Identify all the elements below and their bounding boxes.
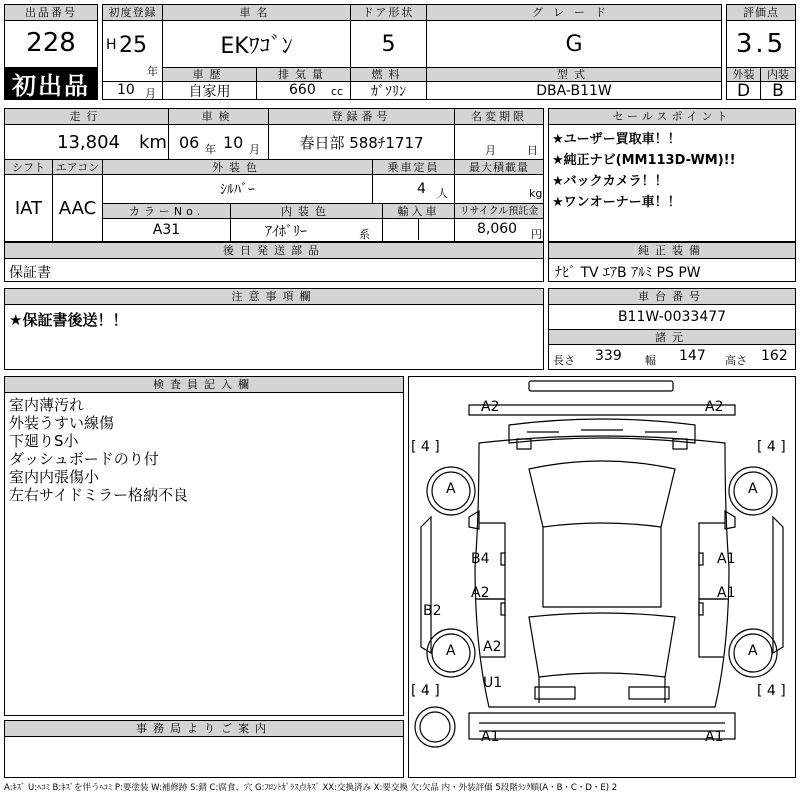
- dimensions: 長さ 339 幅 147 高さ 162: [553, 348, 788, 367]
- inspector-line: 室内薄汚れ: [9, 396, 85, 414]
- interior-color: ｱｲﾎﾞﾘｰ 系: [231, 219, 383, 241]
- first-registration: [103, 21, 163, 83]
- inspector-line: ダッシュボードのり付: [9, 450, 159, 468]
- width: 147: [679, 348, 706, 364]
- equipment-list: ﾅﾋﾞ TV ｴｱB ｱﾙﾐ PS PW: [555, 265, 701, 281]
- mark-door-fr: A1: [717, 551, 736, 567]
- sales-points-label: セールスポイント: [549, 109, 795, 125]
- later-parts: 保証書: [9, 265, 51, 281]
- notes-label: 注意事項欄: [5, 289, 543, 305]
- exterior-grade: D: [727, 82, 761, 99]
- registration-year: 25: [119, 33, 147, 58]
- mark-bumper-rr: A1: [705, 729, 724, 745]
- mark-front-right: A2: [705, 399, 724, 415]
- car-damage-diagram: [409, 377, 795, 777]
- mileage: 13,804 km: [5, 125, 169, 159]
- first-listing-badge: 初出品: [5, 67, 97, 99]
- air-conditioner: AAC: [53, 175, 103, 241]
- registration-month: 10 月: [103, 81, 163, 99]
- inspector-line: 左右サイドミラー格納不良: [9, 486, 188, 504]
- interior-grade: B: [772, 80, 784, 101]
- lot-number-box: [4, 4, 98, 100]
- mark-door-rl: A2: [471, 585, 490, 601]
- recycle-label: リサイクル預託金: [455, 203, 543, 219]
- model-name: EKﾜｺﾞﾝ: [163, 21, 351, 67]
- model-type: DBA-B11W: [536, 82, 612, 99]
- inspector-label: 検査員記入欄: [5, 377, 403, 393]
- sales-point-item: ★ユーザー買取車！！: [552, 132, 681, 147]
- displacement-label: 排気量: [257, 67, 351, 82]
- import-flag: [383, 219, 455, 241]
- mark-sill-left: B2: [423, 603, 442, 619]
- sales-points-list: [549, 127, 795, 215]
- max-load: kg: [529, 187, 543, 200]
- equipment-box: [548, 242, 796, 282]
- grade-label: グレード: [427, 5, 721, 21]
- tire-mark-rr: A: [748, 643, 758, 659]
- inspector-box: [4, 376, 404, 716]
- capacity-label: 乗車定員: [373, 159, 455, 175]
- sales-points-box: [548, 108, 796, 242]
- sales-point-item: ★バックカメラ！！: [552, 174, 668, 189]
- score-label: 評価点: [727, 5, 795, 21]
- notes-box: [4, 288, 544, 370]
- later-parts-label: 後日発送部品: [5, 243, 543, 259]
- lot-number-label: 出品番号: [5, 5, 97, 21]
- score: 3.5: [735, 29, 787, 59]
- color-number: A31: [103, 219, 231, 241]
- door-type-label: ドア形状: [351, 5, 427, 21]
- tire-mark-fr: A: [748, 481, 758, 497]
- damage-diagram-box: [408, 376, 796, 778]
- history: 自家用: [163, 82, 257, 99]
- notes-text: ★保証書後送！！: [9, 311, 128, 329]
- lot-number: 228: [26, 28, 76, 58]
- max-load-label: 最大積載量: [455, 159, 543, 175]
- inspection-label: 車検: [169, 109, 269, 125]
- mark-front-left: A2: [481, 399, 500, 415]
- mark-bumper-rl: A1: [481, 729, 500, 745]
- name-change-deadline: 月 日: [485, 144, 538, 157]
- later-parts-box: [4, 242, 544, 282]
- tread-fl: [ 4 ]: [411, 439, 440, 455]
- plate-label: 登録番号: [269, 109, 455, 125]
- history-label: 車歴: [163, 67, 257, 82]
- shift-label: シフト: [5, 159, 53, 175]
- header-grid: [102, 4, 722, 100]
- model-name-label: 車名: [163, 5, 351, 21]
- mark-door-rr: A1: [717, 585, 736, 601]
- recycle-fee: 8,060 円: [477, 221, 542, 241]
- height: 162: [761, 348, 788, 364]
- chassis-label: 車台番号: [549, 289, 795, 305]
- mark-rear-left: U1: [483, 675, 503, 691]
- office-label: 事務局よりご案内: [5, 721, 403, 737]
- ac-label: エアコン: [53, 159, 103, 175]
- first-registration-label: 初度登録: [103, 5, 163, 21]
- inspector-notes: [5, 393, 192, 507]
- displacement: 660 cc: [257, 82, 351, 99]
- shift: IAT: [5, 175, 53, 241]
- tread-rr: [ 4 ]: [757, 683, 786, 699]
- chassis-box: [548, 288, 796, 370]
- exterior-color-label: 外装色: [103, 159, 373, 175]
- length: 339: [595, 348, 622, 364]
- mileage-label: 走行: [5, 109, 169, 125]
- mark-rear-quarter-left: A2: [483, 639, 502, 655]
- grade: G: [565, 31, 583, 57]
- office-box: [4, 720, 404, 778]
- legend: A:ｷｽﾞ U:ﾍｺﾐ B:ｷｽﾞを伴うﾍｺﾐ P:要塗装 W:補修跡 S:錆 C:腐食、穴 G:ﾌﾛﾝﾄｶﾞﾗｽ点ｷｽﾞ XX:交換済み X:要交換 欠:欠品 内・外装評価 5段階ﾗﾝｸ順(A・B・C・D・E) 2: [4, 783, 618, 793]
- fuel: ｶﾞｿﾘﾝ: [351, 82, 427, 99]
- sales-point-item: ★ワンオーナー車！！: [552, 195, 681, 210]
- spare-tire: [415, 707, 455, 747]
- inspector-line: 室内内張傷小: [9, 468, 100, 486]
- inspector-line: 下廻りS小: [9, 432, 79, 450]
- import-label: 輸入車: [383, 203, 455, 219]
- interior-label: 内装: [761, 67, 795, 82]
- exterior-label: 外装: [727, 67, 761, 82]
- equipment-label: 純正装備: [549, 243, 795, 259]
- name-change-label: 名変期限: [455, 109, 543, 125]
- color-number-label: カラーNo.: [103, 203, 231, 219]
- door-count: 5: [351, 21, 427, 67]
- inspection-date: 06 年 10 月: [169, 125, 269, 159]
- tire-mark-rl: A: [446, 643, 456, 659]
- year-unit: 年: [147, 65, 158, 78]
- tread-rl: [ 4 ]: [411, 683, 440, 699]
- details-grid: [4, 108, 544, 242]
- inspector-line: 外装うすい線傷: [9, 414, 115, 432]
- tread-fr: [ 4 ]: [757, 439, 786, 455]
- chassis-number: B11W-0033477: [617, 309, 727, 325]
- fuel-label: 燃料: [351, 67, 427, 82]
- interior-color-label: 内装色: [231, 203, 383, 219]
- score-box: [726, 4, 796, 100]
- exterior-color: ｼﾙﾊﾞｰ: [103, 175, 373, 203]
- spec-label: 諸元: [549, 329, 795, 345]
- tire-mark-fl: A: [446, 481, 456, 497]
- mark-door-fl: B4: [471, 551, 490, 567]
- capacity: 4 人: [373, 175, 455, 203]
- model-type-label: 型式: [427, 67, 721, 82]
- plate-number: 春日部 588ﾁ1717: [269, 125, 455, 159]
- sales-point-item: ★純正ナビ(MM113D-WM)!!: [552, 153, 736, 168]
- era: H: [106, 37, 117, 53]
